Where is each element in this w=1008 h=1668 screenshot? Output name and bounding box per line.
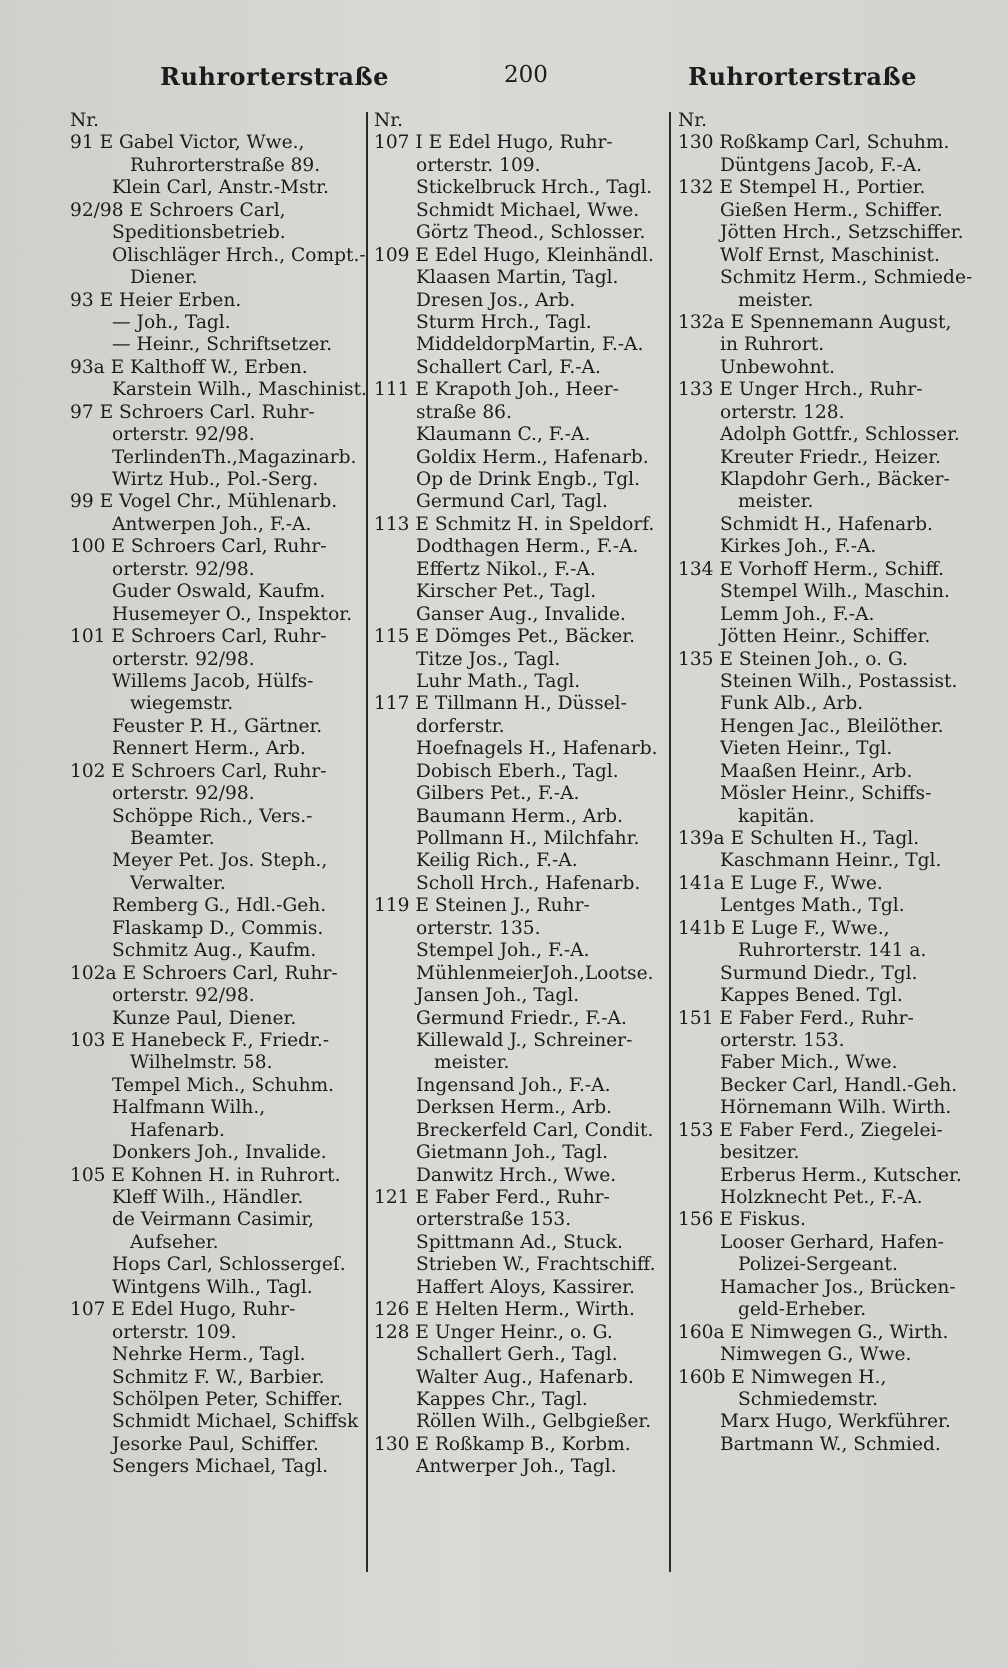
directory-line: Dresen Jos., Arb. <box>416 289 576 311</box>
directory-line: 133 E Unger Hrch., Ruhr- <box>678 379 923 401</box>
directory-line: Mösler Heinr., Schiffs- <box>720 783 932 805</box>
directory-line: 135 E Steinen Joh., o. G. <box>678 648 909 670</box>
directory-line: Willems Jacob, Hülfs- <box>112 670 314 692</box>
directory-line: MiddeldorpMartin, F.-A. <box>416 334 644 356</box>
directory-line: Sturm Hrch., Tagl. <box>416 311 592 333</box>
directory-line: Walter Aug., Hafenarb. <box>416 1366 634 1388</box>
directory-line: Lemm Joh., F.-A. <box>720 603 875 625</box>
directory-line: Becker Carl, Handl.-Geh. <box>720 1074 958 1096</box>
directory-line: Kleff Wilh., Händler. <box>112 1187 304 1208</box>
directory-line: Marx Hugo, Werkführer. <box>720 1411 951 1433</box>
directory-line: Luhr Math., Tagl. <box>416 670 581 692</box>
directory-line: 139a E Schulten H., Tagl. <box>678 828 920 849</box>
directory-line: orterstr. 92/98. <box>112 424 255 446</box>
directory-line: 134 E Vorhoff Herm., Schiff. <box>678 558 944 580</box>
directory-line: Guder Oswald, Kaufm. <box>112 581 326 603</box>
directory-line: Klaasen Martin, Tagl. <box>416 267 619 289</box>
directory-line: Ingensand Joh., F.-A. <box>416 1074 611 1096</box>
directory-line: straße 86. <box>416 401 512 423</box>
directory-line: orterstr. 92/98. <box>112 985 255 1007</box>
directory-line: Jötten Heinr., Schiffer. <box>720 626 931 648</box>
directory-line: Ruhrorterstraße 89. <box>130 154 321 176</box>
directory-line: Dobisch Eberh., Tagl. <box>416 760 619 782</box>
directory-line: kapitän. <box>738 805 815 827</box>
directory-line: Verwalter. <box>130 872 226 894</box>
directory-line: Polizei-Sergeant. <box>738 1254 898 1276</box>
directory-line: 102 E Schroers Carl, Ruhr- <box>70 760 327 782</box>
directory-line: Karstein Wilh., Maschinist. <box>112 379 367 401</box>
directory-line: Gießen Herm., Schiffer. <box>720 199 943 221</box>
directory-line: Germund Friedr., F.-A. <box>416 1007 627 1029</box>
directory-line: Titze Jos., Tagl. <box>416 648 561 670</box>
address-column-1 <box>70 110 367 1479</box>
directory-line: orterstraße 153. <box>416 1209 572 1231</box>
directory-line: Schmitz Herm., Schmiede- <box>720 267 973 289</box>
directory-line: Diener. <box>130 267 198 289</box>
directory-line: Haffert Aloys, Kassirer. <box>416 1276 635 1298</box>
directory-line: Faber Mich., Wwe. <box>720 1052 898 1074</box>
directory-line: Husemeyer O., Inspektor. <box>112 603 353 625</box>
directory-line: Klaumann C., F.-A. <box>416 424 591 446</box>
directory-line: 160a E Nimwegen G., Wirth. <box>678 1321 949 1343</box>
directory-line: Op de Drink Engb., Tgl. <box>416 469 641 490</box>
directory-line: 130 E Roßkamp B., Korbm. <box>374 1433 631 1455</box>
directory-line: Breckerfeld Carl, Condit. <box>416 1119 654 1141</box>
directory-line: Surmund Diedr., Tgl. <box>720 962 918 984</box>
directory-line: Sengers Michael, Tagl. <box>112 1456 328 1478</box>
directory-line: meister. <box>434 1052 510 1074</box>
directory-line: dorferstr. <box>416 715 505 737</box>
directory-line: 151 E Faber Ferd., Ruhr- <box>678 1007 914 1029</box>
directory-line: Steinen Wilh., Postassist. <box>720 670 958 692</box>
directory-line: Goldix Herm., Hafenarb. <box>416 446 649 468</box>
directory-line: Germund Carl, Tagl. <box>416 491 608 513</box>
directory-line: Nehrke Herm., Tagl. <box>112 1344 306 1366</box>
directory-line: Kirkes Joh., F.-A. <box>720 536 877 558</box>
directory-line: 128 E Unger Heinr., o. G. <box>374 1321 613 1343</box>
directory-line: Schmidt Michael, Wwe. <box>416 199 640 221</box>
directory-line: Bartmann W., Schmied. <box>720 1433 941 1455</box>
directory-line: Scholl Hrch., Hafenarb. <box>416 872 641 894</box>
directory-line: 99 E Vogel Chr., Mühlenarb. <box>70 491 338 513</box>
directory-line: 126 E Helten Herm., Wirth. <box>374 1299 635 1321</box>
directory-line: orterstr. 153. <box>720 1029 845 1051</box>
directory-line: Holzknecht Pet., F.-A. <box>720 1187 923 1208</box>
directory-line: Schallert Carl, F.-A. <box>416 356 601 378</box>
directory-line: Speditionsbetrieb. <box>112 222 286 244</box>
directory-line: Rennert Herm., Arb. <box>112 738 306 760</box>
directory-line: Ruhrorterstr. 141 a. <box>738 940 927 962</box>
directory-line: 153 E Faber Ferd., Ziegelei- <box>678 1119 943 1141</box>
directory-line: TerlindenTh.,Magazinarb. <box>112 446 357 468</box>
directory-line: 141b E Luge F., Wwe., <box>678 917 890 939</box>
directory-line: Donkers Joh., Invalide. <box>112 1142 327 1164</box>
address-column-2 <box>374 110 664 1479</box>
directory-line: Kirscher Pet., Tagl. <box>416 581 597 603</box>
directory-line: 160b E Nimwegen H., <box>678 1366 887 1388</box>
column-divider <box>366 112 368 1572</box>
directory-line: Schmiedemstr. <box>738 1388 879 1410</box>
directory-line: 115 E Dömges Pet., Bäcker. <box>374 626 636 648</box>
running-head-left: Ruhrorterstraße <box>160 62 389 91</box>
directory-line: Kappes Chr., Tagl. <box>416 1388 588 1410</box>
directory-line: 156 E Fiskus. <box>678 1209 806 1231</box>
directory-line: 117 E Tillmann H., Düssel- <box>374 693 627 715</box>
directory-line: Strieben W., Frachtschiff. <box>416 1254 656 1276</box>
directory-line: Spittmann Ad., Stuck. <box>416 1231 623 1253</box>
directory-line: besitzer. <box>720 1142 800 1164</box>
directory-line: Schöppe Rich., Vers.- <box>112 805 313 827</box>
directory-line: Schmitz Aug., Kaufm. <box>112 940 317 962</box>
directory-line: Jötten Hrch., Setzschiffer. <box>720 222 964 244</box>
directory-line: 132a E Spennemann August, <box>678 311 952 333</box>
directory-line: Stickelbruck Hrch., Tagl. <box>416 177 653 199</box>
directory-line: Danwitz Hrch., Wwe. <box>416 1164 617 1186</box>
directory-line: Pollmann H., Milchfahr. <box>416 828 640 849</box>
directory-line: 100 E Schroers Carl, Ruhr- <box>70 536 327 558</box>
directory-line: orterstr. 92/98. <box>112 648 255 670</box>
directory-line: Stempel Joh., F.-A. <box>416 940 590 962</box>
directory-line: Killewald J., Schreiner- <box>416 1029 633 1051</box>
directory-line: Tempel Mich., Schuhm. <box>112 1074 335 1096</box>
directory-line: Schallert Gerh., Tagl. <box>416 1344 618 1366</box>
directory-line: meister. <box>738 289 814 311</box>
directory-line: Schmidt H., Hafenarb. <box>720 513 933 535</box>
directory-line: geld-Erheber. <box>738 1299 867 1321</box>
directory-line: 107 E Edel Hugo, Ruhr- <box>70 1299 296 1321</box>
directory-line: Stempel Wilh., Maschin. <box>720 581 950 603</box>
directory-line: 107 I E Edel Hugo, Ruhr- <box>374 132 613 154</box>
directory-line: Wilhelmstr. 58. <box>130 1052 273 1074</box>
directory-line: 103 E Hanebeck F., Friedr.- <box>70 1029 330 1051</box>
directory-line: Schölpen Peter, Schiffer. <box>112 1388 343 1410</box>
directory-line: 101 E Schroers Carl, Ruhr- <box>70 626 327 648</box>
directory-line: 105 E Kohnen H. in Ruhrort. <box>70 1164 341 1186</box>
directory-line: Kunze Paul, Diener. <box>112 1007 297 1029</box>
directory-line: Wirtz Hub., Pol.-Serg. <box>112 469 319 490</box>
directory-line: — Joh., Tagl. <box>112 311 231 333</box>
directory-line: Dodthagen Herm., F.-A. <box>416 536 639 558</box>
directory-line: wiegemstr. <box>130 693 234 715</box>
directory-line: Hops Carl, Schlossergeſ. <box>112 1254 346 1276</box>
directory-line: 93 E Heier Erben. <box>70 289 242 311</box>
directory-line: Lentges Math., Tgl. <box>720 895 905 917</box>
directory-line: — Heinr., Schriftsetzer. <box>112 334 333 356</box>
directory-line: in Ruhrort. <box>720 334 825 356</box>
directory-line: Antwerper Joh., Tagl. <box>416 1456 617 1478</box>
directory-line: Ganser Aug., Invalide. <box>416 603 626 625</box>
directory-line: 141a E Luge F., Wwe. <box>678 872 883 894</box>
directory-line: Effertz Nikol., F.-A. <box>416 558 596 580</box>
directory-line: Wolf Ernst, Maschinist. <box>720 244 940 266</box>
directory-line: 91 E Gabel Victor, Wwe., <box>70 132 305 154</box>
directory-line: orterstr. 109. <box>416 154 541 176</box>
directory-line: 121 E Faber Ferd., Ruhr- <box>374 1187 610 1208</box>
directory-line: 119 E Steinen J., Ruhr- <box>374 895 590 917</box>
directory-line: Klein Carl, Anstr.-Mstr. <box>112 177 329 199</box>
directory-line: Hörnemann Wilh. Wirth. <box>720 1097 952 1119</box>
directory-line: Maaßen Heinr., Arb. <box>720 760 913 782</box>
directory-line: Looser Gerhard, Hafen- <box>720 1231 944 1253</box>
directory-line: Jesorke Paul, Schiffer. <box>112 1433 319 1455</box>
directory-line: Antwerpen Joh., F.-A. <box>112 513 312 535</box>
page-header <box>0 62 1008 102</box>
directory-line: Adolph Gottfr., Schlosser. <box>720 424 960 446</box>
directory-line: Unbewohnt. <box>720 356 835 378</box>
directory-line: Nr. <box>678 110 708 131</box>
directory-line: Remberg G., Hdl.-Geh. <box>112 895 327 917</box>
directory-line: Vieten Heinr., Tgl. <box>720 738 893 760</box>
directory-line: Görtz Theod., Schlosser. <box>416 222 646 244</box>
directory-line: Kappes Bened. Tgl. <box>720 985 903 1007</box>
directory-line: orterstr. 109. <box>112 1321 237 1343</box>
directory-line: orterstr. 92/98. <box>112 783 255 805</box>
directory-line: meister. <box>738 491 814 513</box>
directory-line: 132 E Stempel H., Portier. <box>678 177 926 199</box>
directory-line: Meyer Pet. Jos. Steph., <box>112 850 328 872</box>
directory-line: Klapdohr Gerh., Bäcker- <box>720 469 950 490</box>
directory-line: Aufseher. <box>130 1231 219 1253</box>
directory-line: Halfmann Wilh., <box>112 1097 266 1119</box>
directory-line: Kaschmann Heinr., Tgl. <box>720 850 942 872</box>
directory-line: Beamter. <box>130 828 215 849</box>
column-divider <box>669 112 671 1572</box>
directory-line: Flaskamp D., Commis. <box>112 917 324 939</box>
directory-line: Schmitz F. W., Barbier. <box>112 1366 325 1388</box>
directory-line: Röllen Wilh., Gelbgießer. <box>416 1411 652 1433</box>
directory-line: Erberus Herm., Kutscher. <box>720 1164 962 1186</box>
directory-line: MühlenmeierJoh.,Lootse. <box>416 962 654 984</box>
directory-line: Funk Alb., Arb. <box>720 693 864 715</box>
directory-line: Wintgens Wilh., Tagl. <box>112 1276 313 1298</box>
directory-line: 109 E Edel Hugo, Kleinhändl. <box>374 244 654 266</box>
directory-line: Baumann Herm., Arb. <box>416 805 623 827</box>
directory-line: 97 E Schroers Carl. Ruhr- <box>70 401 315 423</box>
directory-line: Hoefnagels H., Hafenarb. <box>416 738 658 760</box>
directory-line: Nr. <box>374 110 404 131</box>
directory-line: Hengen Jac., Bleilöther. <box>720 715 944 737</box>
directory-line: Schmidt Michael, Schiffsk <box>112 1411 359 1433</box>
address-column-3 <box>678 110 973 1456</box>
directory-line: Gilbers Pet., F.-A. <box>416 783 580 805</box>
directory-line: Düntgens Jacob, F.-A. <box>720 154 923 176</box>
directory-line: 130 Roßkamp Carl, Schuhm. <box>678 132 950 154</box>
directory-line: Keilig Rich., F.-A. <box>416 850 578 872</box>
directory-line: Nimwegen G., Wwe. <box>720 1344 912 1366</box>
directory-line: 111 E Krapoth Joh., Heer- <box>374 379 619 401</box>
directory-line: Nr. <box>70 110 100 131</box>
directory-line: Olischläger Hrch., Compt.- <box>112 244 366 266</box>
directory-line: Jansen Joh., Tagl. <box>416 985 580 1007</box>
directory-line: Hamacher Jos., Brücken- <box>720 1276 956 1298</box>
directory-line: orterstr. 92/98. <box>112 558 255 580</box>
directory-line: Hafenarb. <box>130 1119 225 1141</box>
directory-line: orterstr. 128. <box>720 401 845 423</box>
directory-line: 92/98 E Schroers Carl, <box>70 199 286 221</box>
directory-line: Derksen Herm., Arb. <box>416 1097 613 1119</box>
directory-line: Feuster P. H., Gärtner. <box>112 715 323 737</box>
directory-line: de Veirmann Casimir, <box>112 1209 315 1231</box>
directory-line: Kreuter Friedr., Heizer. <box>720 446 941 468</box>
directory-line: 113 E Schmitz H. in Speldorf. <box>374 513 655 535</box>
running-head-right: Ruhrorterstraße <box>688 62 917 91</box>
page-number: 200 <box>504 62 548 88</box>
directory-line: orterstr. 135. <box>416 917 541 939</box>
directory-line: 93a E Kalthoff W., Erben. <box>70 356 308 378</box>
directory-line: Gietmann Joh., Tagl. <box>416 1142 609 1164</box>
directory-line: 102a E Schroers Carl, Ruhr- <box>70 962 338 984</box>
